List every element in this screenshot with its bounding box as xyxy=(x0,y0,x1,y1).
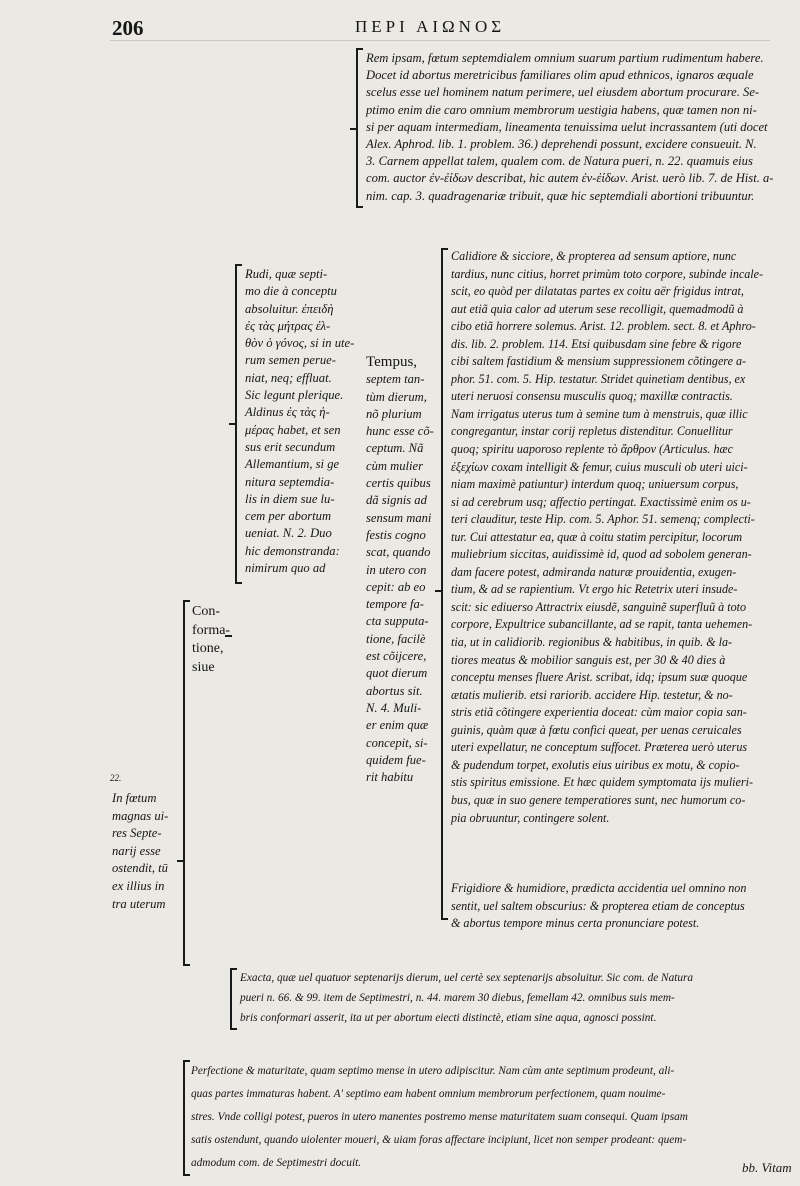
text-line: dam facere potest, admiranda naturæ prouidentia, exugen- xyxy=(451,564,737,579)
text-line: cibo etiã horrere solemus. Arist. 12. problem. sect. 8. et Aphro- xyxy=(451,319,756,334)
text-line: tia, ut in calidiorib. regionibus & habitibus, in quib. & la- xyxy=(451,635,733,650)
text-line: cem per abortum xyxy=(245,509,332,524)
text-line: certis quibus xyxy=(366,476,431,491)
text-line: ἐξεχίων coxam intelligit & femur, cuius musculi ob uteri uici- xyxy=(451,459,748,474)
text-line: si ad cerebrum usq; affectio pertingat. Exactissimè enim os u- xyxy=(451,494,751,509)
text-line: stis spiritus emissione. Et hæc quidem symptomata ijs mulieri- xyxy=(451,775,754,790)
text-block-frigidiore xyxy=(451,880,746,933)
text-line: Aldinus ἐς τὰς ἡ- xyxy=(245,405,330,420)
text-line: Tempus, xyxy=(366,354,418,370)
text-line: ptimo enim die caro omnium membrorum uestigia habens, quæ tamen non ni- xyxy=(366,102,757,117)
text-line: guinis, quàm quæ à fœtu confici queat, per uenas ceruicales xyxy=(451,722,742,737)
running-title: ΠΕΡΙ ΑΙΩΝΟΣ xyxy=(355,17,506,36)
text-line: cùm mulier xyxy=(366,458,424,473)
text-line: ueniat. N. 2. Duo xyxy=(245,526,332,541)
text-line: Con- xyxy=(192,604,220,619)
text-line: scit: sic ediuerso Attractrix eiusdẽ, sanguinẽ superfluũ à toto xyxy=(451,599,747,614)
text-line: 3. Carnem appellat talem, qualem com. de Natura pueri, n. 22. quamuis eius xyxy=(366,154,753,169)
text-line: absoluitur. ἐπειδὴ xyxy=(245,301,334,316)
text-line: est cõijcere, xyxy=(366,649,427,664)
text-line: θὸν ὁ γόνος, si in ute- xyxy=(245,336,355,351)
text-line: corpore, Expultrice subancillante, ad se rapit, tanta uehemen- xyxy=(451,617,753,632)
text-line: nitura septemdia- xyxy=(245,474,335,489)
text-line: rum semen perue- xyxy=(245,353,336,368)
text-line: pia obruuntur, contingere solent. xyxy=(451,810,610,825)
brace-point xyxy=(435,590,442,592)
text-line: tione, xyxy=(192,641,224,656)
text-line: & abortus tempore minus certa pronunciare potest. xyxy=(451,916,700,930)
text-line: phor. 51. com. 5. Hip. testatur. Stridet quinetiam dentibus, ex xyxy=(451,371,746,386)
text-line: narij esse xyxy=(112,843,161,858)
text-line: hunc esse cõ- xyxy=(366,424,434,439)
text-line: satis ostendunt, quando uiolenter moueri, & uiam foras affectare incipiunt, licet non semper prodeant: quem- xyxy=(191,1134,687,1146)
text-line: uteri neruosi consensu musculis quoq; maxillæ contractis. xyxy=(451,389,733,404)
text-line: siue xyxy=(192,659,215,675)
text-line: stres. Vnde colligi potest, pueros in utero manentes postremo mense maturitatem suam consequi. Quam ipsam xyxy=(191,1111,688,1123)
text-line: lis in diem sue lu- xyxy=(245,491,335,506)
catchword: bb. Vitam xyxy=(742,1160,792,1175)
text-block-calidiore xyxy=(451,248,763,827)
text-line: admodum com. de Septimestri docuit. xyxy=(191,1157,362,1169)
text-line: sentit, uel saltem obscurius: & propterea etiam de conceptus xyxy=(451,898,745,913)
text-line: nõ plurium xyxy=(366,406,422,421)
text-block-conformatione xyxy=(192,603,230,677)
text-line: Calidiore & sicciore, & propterea ad sensum aptiore, nunc xyxy=(451,249,737,263)
text-line: quidem fue- xyxy=(366,752,426,767)
text-line: ἐς τὰς μήτρας ἐλ- xyxy=(245,318,331,333)
text-block-in-foetum xyxy=(112,790,168,913)
text-line: Rem ipsam, fœtum septemdialem omnium suarum partium rudimentum habere. xyxy=(366,51,764,65)
text-line: dã signis ad xyxy=(366,493,427,508)
text-line: Docet id abortus meretricibus familiares olim apud ethnicos, ignaros æquale xyxy=(366,68,754,83)
text-line: in utero con xyxy=(366,562,427,577)
text-line: Sic legunt plerique. xyxy=(245,388,344,403)
brace-point xyxy=(177,860,184,862)
text-line: tùm dierum, xyxy=(366,389,427,404)
text-line: Rudi, quæ septi- xyxy=(245,267,328,281)
brace-conformatione xyxy=(183,600,185,966)
text-line: conceptu menses fluere Arist. scribat, idq; ipsum suæ quoque xyxy=(451,670,748,685)
text-line: sensum mani xyxy=(366,510,432,525)
text-line: niat, neq; effluat. xyxy=(245,370,332,385)
text-line: nimirum quo ad xyxy=(245,561,326,576)
text-block-tempus xyxy=(366,354,434,786)
text-line: Exacta, quæ uel quatuor septenarijs dierum, uel certè sex septenarijs absoluitur. Sic com. de Natura xyxy=(240,972,694,984)
text-block-perfectione xyxy=(191,1060,688,1175)
text-line: In fœtum xyxy=(112,791,157,805)
text-line: tiores meatus & mobilior sanguis est, per 30 & 40 dies à xyxy=(451,652,726,667)
text-line: septem tan- xyxy=(366,372,425,387)
text-line: scelus esse uel hominem natum perimere, uel eiusdem abortum procurare. Se- xyxy=(366,85,760,100)
brace-exacta xyxy=(230,968,232,1030)
text-line: & pudendum torpet, exolutis eius uiribus ex motu, & copio- xyxy=(451,757,740,772)
text-line: Nam irrigatus uterus tum à semine tum à menstruis, quæ illic xyxy=(451,406,748,421)
text-line: tempore fa- xyxy=(366,597,424,612)
text-line: congregantur, instar corij repletus distenditur. Conuellitur xyxy=(451,424,733,439)
text-line: niam maximè patiuntur) interdum quoq; uniuersum corpus, xyxy=(451,477,739,492)
page-number: 206 xyxy=(112,16,144,40)
text-line: festis cogno xyxy=(366,527,426,542)
show-through-text xyxy=(200,34,217,50)
text-line: nim. cap. 3. quadragenariæ tribuit, quæ hic septemdiali abortioni tribuuntur. xyxy=(366,188,755,203)
text-line: tione, facilè xyxy=(366,631,426,646)
text-line: tium, & ad se rapientium. Vt ergo hic Retetrix uteri insude- xyxy=(451,582,738,597)
text-line: dis. lib. 2. problem. 114. Etsi quibusdam sine febre & rigore xyxy=(451,336,742,351)
text-line: bris conformari asserit, ita ut per abortum eiecti distinctè, etiam sine aqua, agnosci possint. xyxy=(240,1012,657,1024)
text-line: muliebrium siccitas, auidissimè id, quod ad sobolem generan- xyxy=(451,547,752,562)
text-line: Alex. Aphrod. lib. 1. problem. 36.) deprehendi possunt, excidere consueuit. N. xyxy=(366,137,757,152)
text-line: scit, eo quòd per dilatatas partes ex coitu aër frigidus intrat, xyxy=(451,284,744,299)
text-line: forma- xyxy=(192,622,231,638)
text-line: ex illius in xyxy=(112,878,165,893)
text-line: abortus sit. xyxy=(366,683,423,698)
text-line: cta supputa- xyxy=(366,614,429,629)
text-line: quoq; spiritu uaporoso replente τὸ ἄρθρον (Articulus. hæc xyxy=(451,442,733,457)
text-line: rit habitu xyxy=(366,770,414,785)
text-line: scat, quando xyxy=(366,545,431,560)
text-line: quot dierum xyxy=(366,666,428,681)
text-line: com. auctor ἐν‑ἐίδων describat, hic autem ἐν‑ἐίδων. Arist. uerò lib. 7. de Hist. a- xyxy=(366,171,774,186)
text-line: aut etiã quia calor ad uterum sese recolligit, quemadmodũ à xyxy=(451,301,744,316)
text-line: stris etiã cõtingere experientia doceat: cùm maior copia san- xyxy=(451,705,747,720)
text-line: concepit, si- xyxy=(366,735,428,750)
brace-calidiore xyxy=(441,248,443,920)
text-line: teri clauditur, teste Hip. com. 5. Aphor. 51. semenq; complecti- xyxy=(451,512,755,527)
text-line: quas partes immaturas habent. A' septimo eam habent omnium membrorum perfectionem, quam nouime- xyxy=(191,1088,666,1100)
text-line: sus erit secundum xyxy=(245,439,336,454)
text-line: Frigidiore & humidiore, prædicta accidentia uel omnino non xyxy=(451,881,747,895)
brace-point xyxy=(350,128,357,130)
text-line: tra uterum xyxy=(112,896,166,911)
text-line: cepit: ab eo xyxy=(366,579,426,594)
text-line: bus, quæ in suo genere temperatiores sunt, nec humorum co- xyxy=(451,792,746,807)
text-block-exacta xyxy=(240,968,693,1028)
text-line: ostendit, tū xyxy=(112,861,168,876)
text-line: uteri expellatur, ne conceptum suffocet. Præterea uerò uterus xyxy=(451,740,748,755)
text-line: mo die à conceptu xyxy=(245,284,337,299)
text-line: pueri n. 66. & 99. item de Septimestri, n. 44. marem 30 diebus, femellam 42. omnibus suis mem- xyxy=(240,992,675,1004)
text-line: ætatis mulierib. etsi rariorib. accidere Hip. testetur, & no- xyxy=(451,687,733,702)
text-block-rudi xyxy=(245,266,354,577)
text-line: hic demonstranda: xyxy=(245,543,340,558)
text-block-rem xyxy=(366,50,774,205)
text-line: μέρας habet, et sen xyxy=(245,422,341,437)
text-line: tur. Cui attestatur ea, quæ à coitu statim percipitur, locorum xyxy=(451,529,743,544)
text-line: N. 4. Muli- xyxy=(366,700,422,715)
text-line: magnas ui- xyxy=(112,808,169,823)
text-line: cibi saltem fastidium & mensium suppressionem cõtingere a- xyxy=(451,354,747,369)
text-line: tardius, nunc citius, horret primùm toto corpore, subinde incale- xyxy=(451,266,764,281)
text-line: res Septe- xyxy=(112,826,162,841)
text-line: ceptum. Nã xyxy=(366,441,424,456)
text-line: Allemantium, si ge xyxy=(245,457,340,472)
brace-point xyxy=(229,423,236,425)
text-line: Perfectione & maturitate, quam septimo mense in utero adipiscitur. Nam cùm ante septimum prodeunt, ali- xyxy=(191,1065,675,1077)
brace-perfectione xyxy=(183,1060,185,1176)
text-line: si per aquam intermediam, lineamenta tenuissima uelut incrassantem (uti docet xyxy=(366,119,768,134)
margin-note: 22. xyxy=(110,773,122,783)
text-line: er enim quæ xyxy=(366,718,429,733)
